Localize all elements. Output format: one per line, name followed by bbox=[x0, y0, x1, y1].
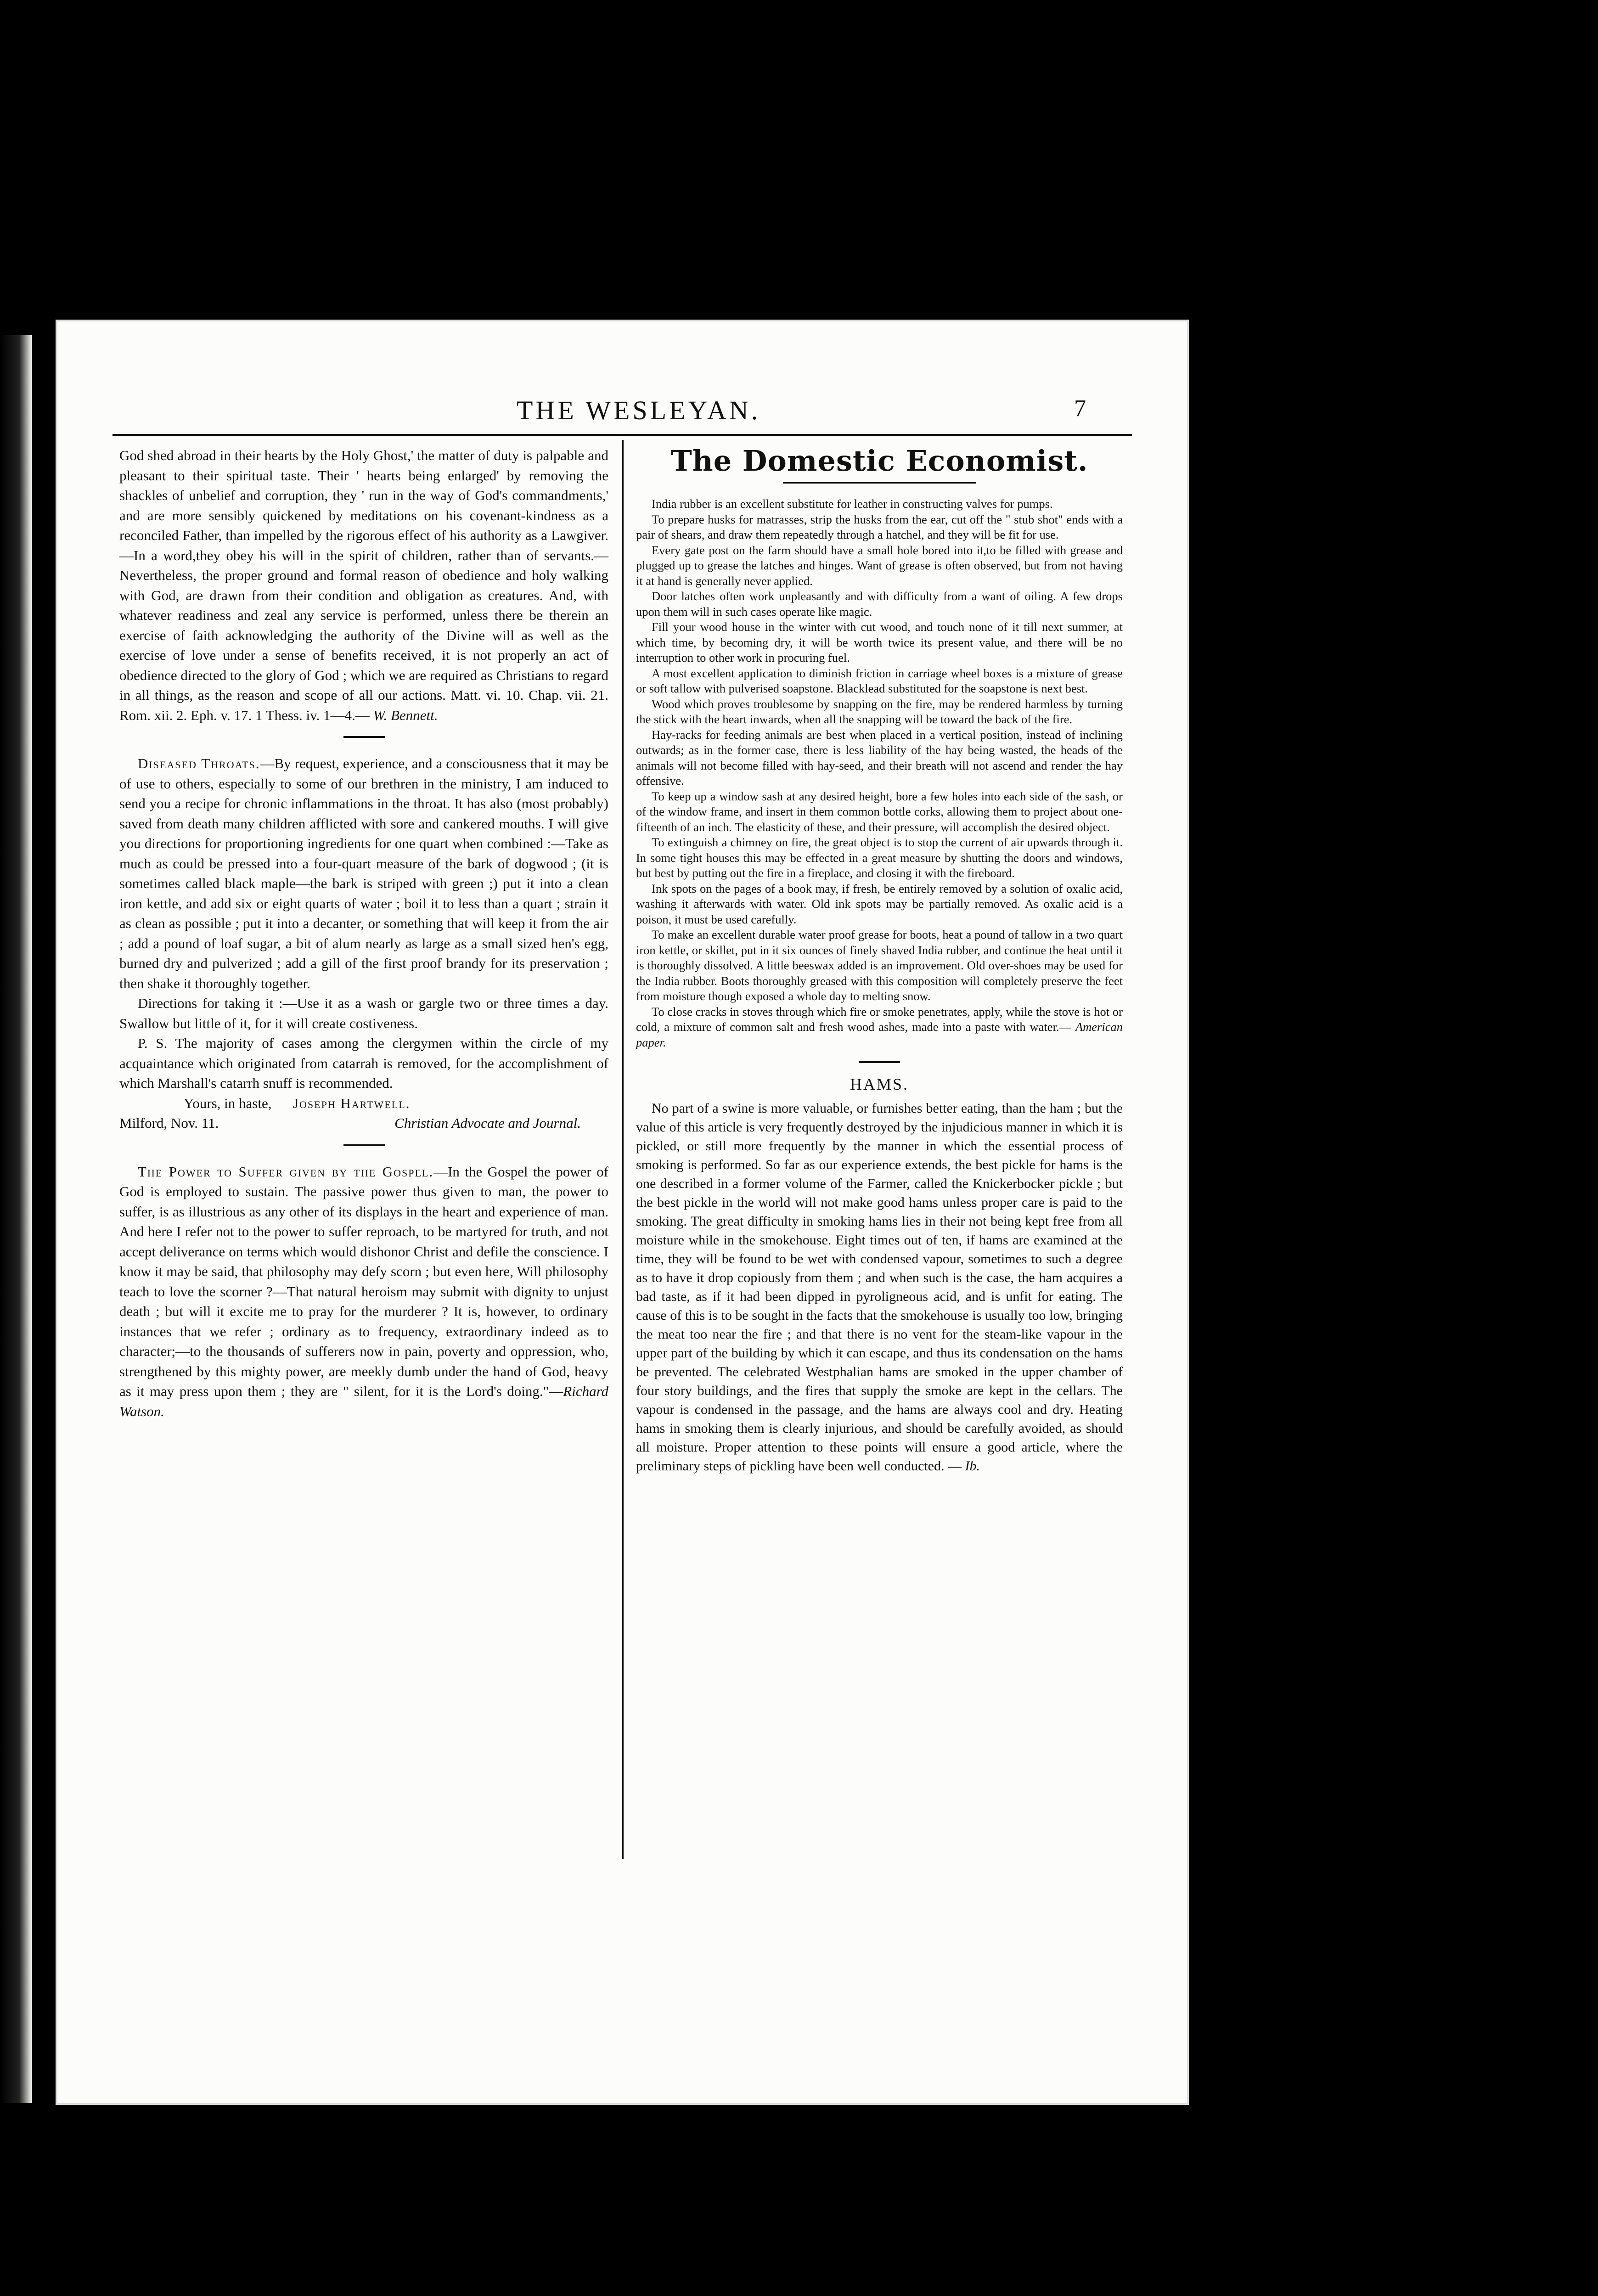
power-to-suffer-text: —In the Gospel the power of God is employed to sustain. The passive power thus given to man, the power to suffer, is as illustrious as any other of its displays in the heart and experience of man. And here I refer not to the power to suffer reproach, to be martyred for truth, and not accept deliverance on terms which would dishonor Christ and defile the conscience. I know it may be said, that philosophy may defy scorn ; but even here, Will philosophy teach to love the scorner ?—That natural heroism may submit with dignity to unjust death ; but will it excite me to pray for the murderer ? It is, however, to ordinary instances that we refer ; ordinary as to frequency, extraordinary indeed as to character;—to the thousands of sufferers now in pain, poverty and oppression, who, strengthened by this mighty power, are meekly dumb under the hand of God, heavy as it may press upon them ; they are " silent, for it is the Lord's doing."— bbox=[119, 1163, 608, 1399]
tips-source: American paper. bbox=[636, 1020, 1123, 1049]
article-separator bbox=[343, 736, 385, 738]
intro-article bbox=[119, 445, 608, 738]
intro-citation: Matt. vi. 10. Chap. vii. 21. Rom. xii. 2. Eph. v. 17. 1 Thess. iv. 1—4.— bbox=[119, 687, 608, 723]
hams-text: No part of a swine is more valuable, or furnishes better eating, than the ham ; but the value of this article is very frequently destroyed by the injudicious manner in which it is pickled, or still more frequently by the manner in which the essential process of smoking is performed. So far as our experience extends, the best pickle for hams is the one described in a former volume of the Farmer, called the Knickerbocker pickle ; but the best pickle in the world will not make good hams unless proper care is paid to the smoking. The great difficulty in smoking hams lies in their not being kept free from all moisture while in the smokehouse. Eight times out of ten, if hams are examined at the time, they will be found to be wet with condensed vapour, sometimes to such a degree as to have it drop copiously from them ; and when such is the case, the ham acquires a bad taste, as if it had been dipped in pyroligneous acid, and is unfit for eating. The cause of this is to be sought in the facts that the smokehouse is usually too low, bringing the meat too near the fire ; and that there is no vent for the steam-like vapour in the upper part of the building by which it can escape, and thus its condensation on the hams be prevented. The celebrated Westphalian hams are smoked in the upper chamber of four story buildings, and the fires that supply the smoke are kept in the cellars. The vapour is condensed in the passage, and the hams are always cool and dry. Heating hams in smoking them is clearly injurious, and should be carefully avoided, as should all moisture. Proper attention to these points will ensure a good article, where the preliminary steps of pickling have been well conducted. — bbox=[636, 1100, 1123, 1474]
hams-heading: HAMS. bbox=[850, 1075, 909, 1093]
column-divider bbox=[622, 440, 624, 1859]
article-separator bbox=[343, 1144, 385, 1146]
hams-source: Ib. bbox=[965, 1458, 980, 1474]
tip-paragraph: India rubber is an excellent substitute for leather in constructing valves for pumps. bbox=[652, 497, 1053, 511]
tip-paragraph: To extinguish a chimney on fire, the great object is to stop the current of air upwards through it. In some tight houses this may be effected in a great measure by shutting the doors and windows, but best by putting out the fire in a fireplace, and closing it with the fireboard. bbox=[636, 835, 1123, 880]
signer-name: Joseph Hartwell. bbox=[293, 1095, 411, 1111]
diseased-throats-text: —By request, experience, and a consciousness that it may be of use to others, especially to some of our brethren in the ministry, I am induced to send you a recipe for chronic inflammations in the throat. It has also (most probably) saved from death many children afflicted with sore and cankered mouths. I will give you directions for proportioning ingredients for one quart when combined :—Take as much as could be pressed into a four-quart measure of the bark of dogwood ; (it is sometimes called black maple—the bark is striped with green ;) put it into a clean iron kettle, and add six or eight quarts of water ; boil it to less than a quart ; strain it as clean as possible ; put it into a decanter, or something that will keep it from the air ; add a pound of loaf sugar, a bit of alum nearly as large as a small sized hen's egg, burned dry and pulverized ; add a gill of the first proof brandy for its preservation ; then shake it thoroughly together. bbox=[119, 755, 608, 991]
intro-text: God shed abroad in their hearts by the Holy Ghost,' the matter of duty is palpable and pleasant to their spiritual taste. Their ' hearts being enlarged' by removing the shackles of unbelief and corruption, they ' run in the way of God's commandments,' and are more sensibly quickened by meditations on his covenant-kindness as a reconciled Father, than impelled by the rigorous effect of his authority as a Lawgiver. —In a word,they obey his will in the spirit of children, rather than of servants.—Nevertheless, the proper ground and formal reason of obedience and holy walking with God, are drawn from their condition and obligation as creatures. And, with whatever readiness and zeal any service is performed, unless there be therein an exercise of faith acknowledging the authority of the Divine will as well as the exercise of love under a sense of benefits received, it is not properly an act of obedience directed to the glory of God ; which we are required as Christians to regard in all things, as the reason and scope of all our actions. bbox=[119, 447, 608, 703]
article-source: Christian Advocate and Journal. bbox=[394, 1115, 581, 1131]
page-header bbox=[57, 395, 1187, 432]
page-edge-shadow bbox=[0, 335, 32, 2103]
signature-line bbox=[119, 1093, 608, 1114]
tip-paragraph: Hay-racks for feeding animals are best when placed in a vertical position, instead of inclining outwards; as in the former case, there is less liability of the hay being wasted, the heads of the animals will not become filled with hay-seed, and their breath will not ascend and render the hay offensive. bbox=[636, 727, 1123, 788]
place-source-line bbox=[119, 1113, 608, 1133]
page-number: 7 bbox=[1074, 395, 1086, 422]
tip-text: To close cracks in stoves through which fire or smoke penetrates, apply, while the stove is hot or cold, a mixture of common salt and fresh wood ashes, made into a paste with water.— bbox=[636, 1004, 1123, 1034]
tip-paragraph: Every gate post on the farm should have a small hole bored into it,to be filled with grease and plugged up to grease the latches and hinges. Want of grease is often observed, but from not having it at hand is generally never applied. bbox=[636, 543, 1123, 588]
place-date: Milford, Nov. 11. bbox=[119, 1115, 219, 1131]
newspaper-page bbox=[57, 321, 1187, 2103]
tip-paragraph: To keep up a window sash at any desired height, bore a few holes into each side of the sash, or of the window frame, and insert in them common bottle corks, allowing them to project about one-fifteenth of an inch. The elasticity of these, and their pressure, will accomplish the desired object. bbox=[636, 789, 1123, 834]
running-title: THE WESLEYAN. bbox=[517, 395, 761, 425]
left-column bbox=[119, 445, 608, 1437]
power-to-suffer-author: Richard Watson. bbox=[119, 1383, 608, 1419]
tip-paragraph-last bbox=[636, 1004, 1123, 1051]
article-separator bbox=[859, 1061, 900, 1063]
tip-paragraph: To prepare husks for matrasses, strip the husks from the ear, cut off the " stub shot" ends with a pair of shears, and draw them repeatedly through a hatchel, and they will be fit for use. bbox=[636, 512, 1123, 541]
economist-tips bbox=[636, 496, 1123, 1050]
tip-paragraph: To make an excellent durable water proof grease for boots, heat a pound of tallow in a two quart iron kettle, or skillet, put in it six ounces of finely shaved India rubber, and continue the heat until it is thoroughly dissolved. A little beeswax added is an improvement. Old over-shoes may be used for the India rubber. Boots thoroughly greased with this composition will completely preserve the feet from moisture though exposed a whole day to melting snow. bbox=[636, 928, 1123, 1003]
tip-paragraph: Wood which proves troublesome by snapping on the fire, may be rendered harmless by turning the stick with the heart inwards, when all the snapping will be toward the back of the fire. bbox=[636, 697, 1123, 726]
header-rule bbox=[113, 434, 1132, 436]
section-rule bbox=[783, 482, 976, 484]
right-column bbox=[636, 445, 1123, 1475]
diseased-throats-article bbox=[119, 754, 608, 1146]
intro-author: W. Bennett. bbox=[373, 707, 438, 723]
intro-paragraph bbox=[119, 445, 608, 725]
hams-article bbox=[636, 1077, 1123, 1475]
hams-paragraph bbox=[636, 1099, 1123, 1475]
sign-off: Yours, in haste, bbox=[184, 1095, 272, 1111]
tip-paragraph: Door latches often work unpleasantly and with difficulty from a want of oiling. A few drops upon them will in such cases operate like magic. bbox=[636, 589, 1123, 619]
power-to-suffer-article bbox=[119, 1162, 608, 1422]
tip-paragraph: Ink spots on the pages of a book may, if fresh, be entirely removed by a solution of oxalic acid, washing it afterwards with water. Old ink spots may be partially removed. As oxalic acid is a poison, it must be used carefully. bbox=[636, 881, 1123, 926]
tip-paragraph: Fill your wood house in the winter with cut wood, and touch none of it till next summer, at which time, by becoming dry, it will be worth twice its present value, and there will be no interruption to other work in procuring fuel. bbox=[636, 620, 1123, 664]
diseased-throats-paragraph bbox=[119, 754, 608, 993]
power-to-suffer-paragraph bbox=[119, 1162, 608, 1422]
diseased-throats-heading: Diseased Throats. bbox=[138, 755, 260, 771]
section-title: The Domestic Economist. bbox=[670, 444, 1088, 478]
power-to-suffer-heading: The Power to Suffer given by the Gospel. bbox=[138, 1163, 434, 1180]
directions-paragraph: Directions for taking it :—Use it as a wash or gargle two or three times a day. Swallow but little of it, for it will create costiveness. bbox=[119, 995, 608, 1031]
tip-paragraph: A most excellent application to diminish friction in carriage wheel boxes is a mixture of grease or soft tallow with pulverised soapstone. Blacklead substituted for the soapstone is next best. bbox=[636, 666, 1123, 695]
postscript-paragraph: P. S. The majority of cases among the clergymen within the circle of my acquaintance which originated from catarrah is removed, for the accomplishment of which Marshall's catarrh snuff is recommended. bbox=[119, 1035, 608, 1091]
